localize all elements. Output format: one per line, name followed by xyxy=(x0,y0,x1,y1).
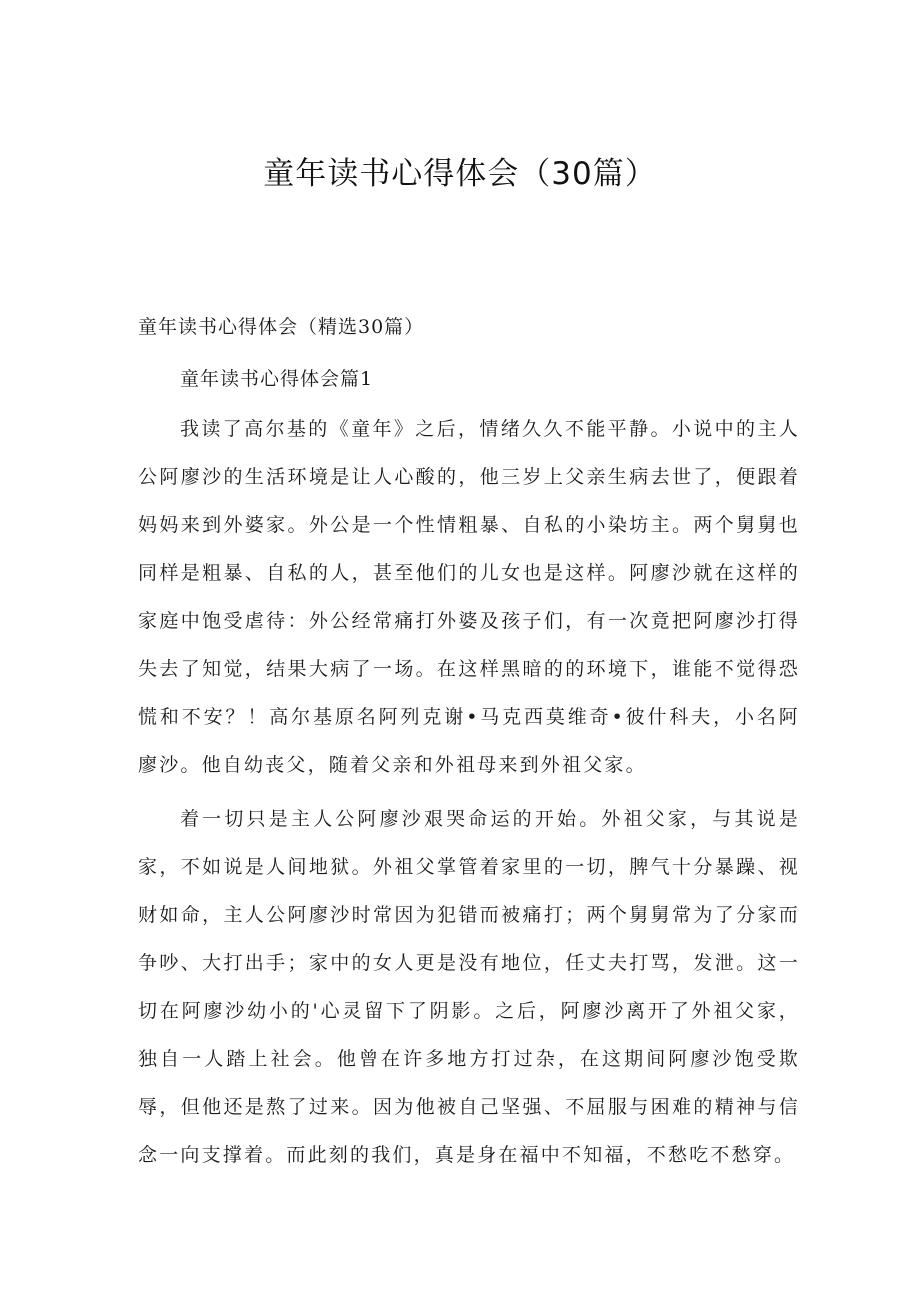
document-body xyxy=(138,307,800,1179)
paragraph-2: 着一切只是主人公阿廖沙艰哭命运的开始。外祖父家，与其说是家，不如说是人间地狱。外祖父掌管着家里的一切，脾气十分暴躁、视财如命，主人公阿廖沙时常因为犯错而被痛打；两个舅舅常为了分家而争吵、大打出手；家中的女人更是没有地位，任丈夫打骂，发泄。这一切在阿廖沙幼小的'心灵留下了阴影。之后，阿廖沙离开了外祖父家，独自一人踏上社会。他曾在许多地方打过杂，在这期间阿廖沙饱受欺辱，但他还是熬了过来。因为他被自己坚强、不屈服与困难的精神与信念一向支撑着。而此刻的我们，真是身在福中不知福，不愁吃不愁穿。 xyxy=(138,808,800,1166)
document-title: 童年读书心得体会（30篇） xyxy=(263,156,657,192)
paragraph-1: 我读了高尔基的《童年》之后，情绪久久不能平静。小说中的主人公阿廖沙的生活环境是让人心酸的，他三岁上父亲生病去世了，便跟着妈妈来到外婆家。外公是一个性情粗暴、自私的小染坊主。两个舅舅也同样是粗暴、自私的人，甚至他们的儿女也是这样。阿廖沙就在这样的家庭中饱受虐待：外公经常痛打外婆及孩子们，有一次竟把阿廖沙打得失去了知觉，结果大病了一场。在这样黑暗的的环境下，谁能不觉得恐慌和不安？！高尔基原名阿列克谢•马克西莫维奇•彼什科夫，小名阿廖沙。他自幼丧父，随着父亲和外祖母来到外祖父家。 xyxy=(138,418,800,776)
document-subtitle: 童年读书心得体会（精选30篇） xyxy=(138,316,425,338)
section-heading: 童年读书心得体会篇1 xyxy=(180,368,374,390)
